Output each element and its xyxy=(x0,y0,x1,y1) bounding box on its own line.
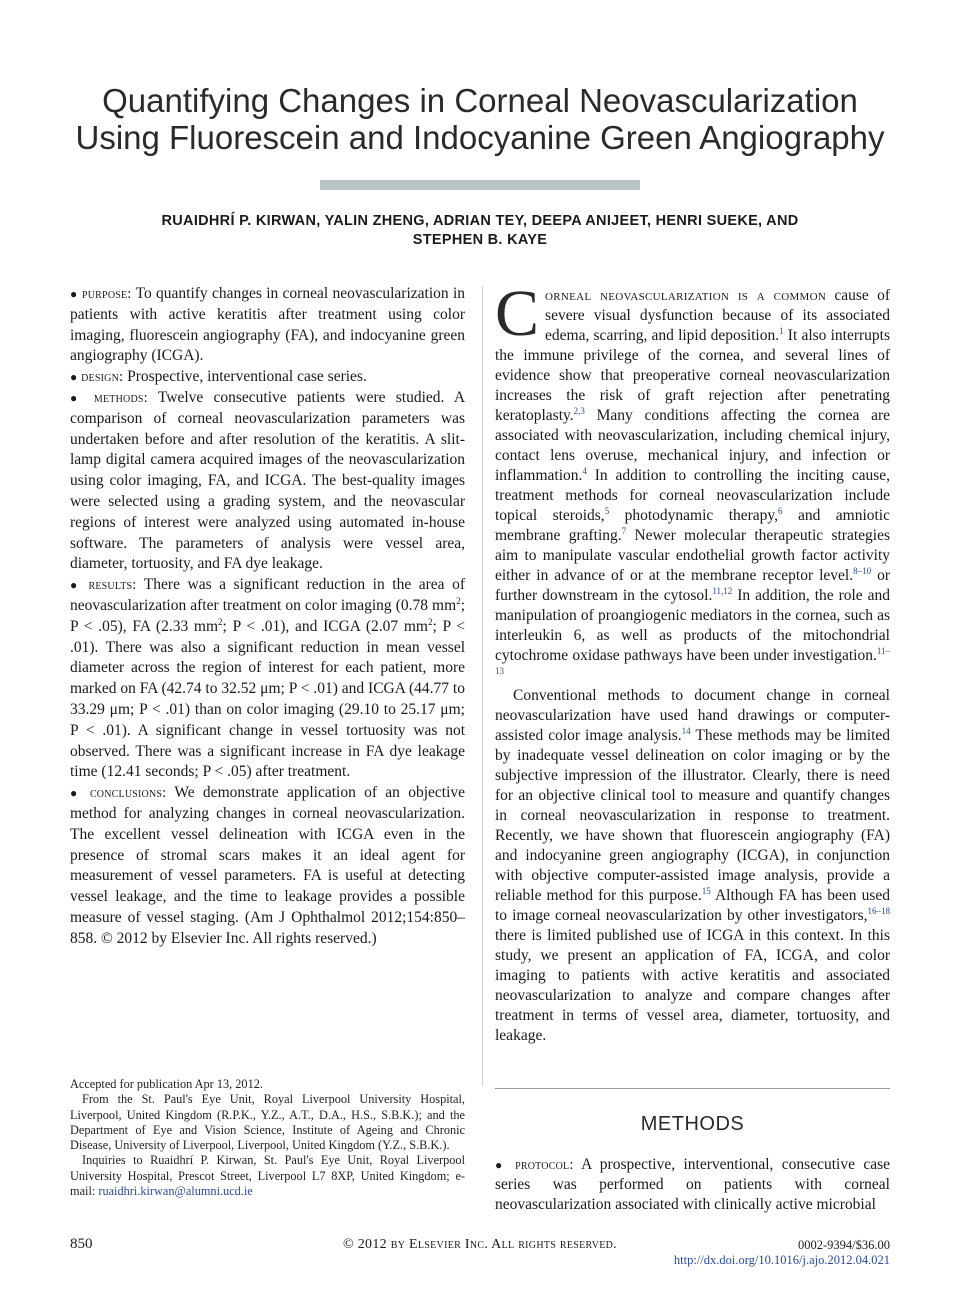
reference-link[interactable]: 6 xyxy=(778,505,783,516)
reference-link[interactable]: 14 xyxy=(681,725,691,736)
bullet-icon: ● xyxy=(70,786,82,801)
abstract-conclusions xyxy=(70,783,465,949)
reference-link[interactable]: 16–18 xyxy=(867,905,890,916)
intro-text: photodynamic therapy, xyxy=(609,507,779,524)
superscript: 2 xyxy=(427,616,433,627)
intro-text: and amniotic membrane grafting. xyxy=(495,507,890,544)
conclusions-text: We demonstrate application of an objective method for analyzing changes in corneal neovascularization. The excellent vessel delineation with ICGA even in the presence of stromal scars makes it an ideal agent for measurement of vessel parameters. FA is useful at detecting vessel leakage, and the time to leakage provides a possible measure of vessel staging. xyxy=(70,784,466,926)
abstract-citation: (Am J Ophthalmol 2012;154:850–858. © 2012 by Elsevier Inc. All rights reserved.) xyxy=(70,908,465,947)
intro-text: These methods may be limited by inadequate vessel delineation on color imaging or by the subjective impression of the illustrator. Clearly, there is need for an objective clinical tool to measure and quantify changes in corneal neovascularization in response to treatment. Recently, we have shown that fluorescein angiography (FA) and indocyanine green angiography (ICGA), in conjunction with objective computer-assisted image analysis, provide a reliable method for this purpose. xyxy=(495,727,891,904)
design-text: Prospective, interventional case series. xyxy=(127,368,367,386)
drop-cap: C xyxy=(495,277,540,350)
bullet-icon: ● xyxy=(495,1158,507,1172)
page-number: 850 xyxy=(70,1236,93,1252)
correspondence-text: Inquiries to Ruaidhrí P. Kirwan, St. Paul's Eye Unit, Royal Liverpool University Hospital, Prescot Street, Liverpool L7 8XP, United Kingdom; e-mail: xyxy=(70,1153,465,1199)
section-divider xyxy=(495,1088,890,1089)
footer-issn: 0002-9394/$36.00 xyxy=(797,1238,890,1252)
methods-heading: methods: xyxy=(93,389,148,406)
article-title xyxy=(40,82,920,156)
superscript: 2 xyxy=(218,616,223,627)
superscript: 2 xyxy=(456,595,461,606)
abstract-results xyxy=(70,575,465,783)
footer-copyright: © 2012 by Elsevier Inc. All rights reserved. xyxy=(343,1237,617,1252)
intro-text: In addition, the role and manipulation of proangiogenic mediators in the cornea, such as interleukin 6, as well as products of the mitochondrial cytochrome oxidase pathways have been under investigation. xyxy=(495,587,891,664)
reference-link[interactable]: 8–10 xyxy=(853,565,872,576)
conclusions-heading: conclusions: xyxy=(89,785,167,802)
intro-text: In addition to controlling the inciting cause, treatment methods for corneal neovascularization include topical steroids, xyxy=(495,467,890,524)
affiliations: From the St. Paul's Eye Unit, Royal Liverpool University Hospital, Liverpool, United Kingdom (R.P.K., Y.Z., A.T., D.A., H.S., S.B.K.); and the Department of Eye and Vision Science, Institute of Ageing and Chronic Disease, University of Liverpool, Liverpool, United Kingdom (Y.Z., S.B.K.). xyxy=(70,1092,465,1153)
reference-link[interactable]: 11–13 xyxy=(495,645,890,676)
reference-link[interactable]: 15 xyxy=(701,885,711,896)
intro-paragraph-1 xyxy=(495,277,891,686)
title-line-2: Using Fluorescein and Indocyanine Green Angiography xyxy=(75,119,885,156)
abstract-design xyxy=(70,367,465,388)
intro-text: there is limited published use of ICGA in this context. In this study, we present an application of FA, ICGA, and color imaging to patients with active keratitis and associated neovascularization to analyze and compare changes after treatment in terms of vessel area, diameter, tortuosity, and leakage. xyxy=(495,927,890,1044)
reference-link[interactable]: 4 xyxy=(582,465,587,476)
author-line-2: STEPHEN B. KAYE xyxy=(412,232,548,248)
email-link[interactable]: ruaidhri.kirwan@alumni.ucd.ie xyxy=(98,1184,253,1199)
abstract-purpose xyxy=(70,284,465,367)
results-text-3: ; P < .01), and ICGA (2.07 mm xyxy=(222,617,428,635)
results-heading: results: xyxy=(88,577,137,594)
accepted-date: Accepted for publication Apr 13, 2012. xyxy=(70,1077,263,1091)
intro-text: Many conditions affecting the cornea are associated with neovascularization, including chemical injury, contact lens overuse, mechanical injury, and infection or inflammation. xyxy=(495,407,890,484)
bullet-icon: ● xyxy=(70,287,78,301)
intro-text: Conventional methods to document change in corneal neovascularization have used hand drawings or computer-assisted color image analysis. xyxy=(495,687,890,744)
lead-in: orneal neovascularization is a common xyxy=(545,287,827,304)
bullet-icon: ● xyxy=(70,390,84,405)
intro-text: Although FA has been used to image corneal neovascularization by other investigators, xyxy=(495,887,890,924)
reference-link[interactable]: 5 xyxy=(604,505,610,516)
doi-link[interactable]: http://dx.doi.org/10.1016/j.ajo.2012.04.021 xyxy=(673,1253,890,1267)
protocol-text: A prospective, interventional, consecutive case series was performed on patients with corneal neovascularization associated with clinically active microbial xyxy=(495,1156,891,1213)
reference-link[interactable]: 11,12 xyxy=(712,585,733,596)
abstract xyxy=(70,284,465,950)
title-divider-bar xyxy=(320,180,640,190)
methods-section-heading: METHODS xyxy=(640,1113,745,1135)
intro-text: Newer molecular therapeutic strategies aim to manipulate vascular endothelial growth factor activity either in advance of or at the membrane receptor level. xyxy=(495,527,890,584)
abstract-methods xyxy=(70,388,465,575)
bullet-icon: ● xyxy=(70,578,81,593)
footnotes xyxy=(70,1077,465,1199)
results-text-2: ; P < .05), FA (2.33 mm xyxy=(70,596,465,635)
introduction xyxy=(495,277,891,1046)
purpose-heading: purpose: xyxy=(82,286,132,302)
reference-link[interactable]: 7 xyxy=(621,525,627,536)
results-text-4: ; P < .01). There was also a significant reduction in mean vessel diameter across the region of interest for each patient, more marked on FA (42.74 to 32.52 μm; P < .01) and ICGA (44.77 to 33.29 μm; P < .01) than on color imaging (29.10 to 25.17 μm; P < .01). A significant change in vessel tortuosity was not observed. There was a significant increase in FA dye leakage time (12.41 seconds; P < .05) after treatment. xyxy=(70,617,465,781)
reference-link[interactable]: 2,3 xyxy=(573,405,585,416)
protocol-heading: protocol: xyxy=(515,1157,574,1173)
author-list xyxy=(60,212,900,250)
author-line-1: RUAIDHRÍ P. KIRWAN, YALIN ZHENG, ADRIAN TEY, DEEPA ANIJEET, HENRI SUEKE, AND xyxy=(161,213,799,229)
methods-protocol xyxy=(495,1155,890,1215)
intro-paragraph-2 xyxy=(495,686,890,1046)
intro-text: cause of severe visual dysfunction because of its associated edema, scarring, and lipid deposition. xyxy=(545,287,890,344)
purpose-text: To quantify changes in corneal neovascularization in patients with active keratitis after treatment using color imaging, fluorescein angiography (FA), and indocyanine green angiography (ICGA). xyxy=(70,285,466,365)
reference-link[interactable]: 1 xyxy=(779,325,784,336)
intro-text: It also interrupts the immune privilege of the cornea, and several lines of evidence show that preoperative corneal neovascularization increases the risk of graft rejection after penetrating keratoplasty. xyxy=(495,327,891,424)
design-heading: design: xyxy=(81,369,124,386)
methods-text: Twelve consecutive patients were studied. A comparison of corneal neovascularization parameters was undertaken before and after resolution of the keratitis. A slit-lamp digital camera acquired images of the neovascularization using color imaging, FA, and ICGA. The best-quality images were selected using a grading system, and the neovascular regions of interest were analyzed using automated in-house software. The parameters of analysis were vessel area, diameter, tortuosity, and FA dye leakage. xyxy=(70,388,466,573)
correspondence xyxy=(70,1153,465,1199)
column-divider xyxy=(482,286,483,1086)
bullet-icon: ● xyxy=(70,370,78,385)
title-line-1: Quantifying Changes in Corneal Neovascularization xyxy=(102,82,858,119)
results-text-1: There was a significant reduction in the area of neovascularization after treatment on color imaging (0.78 mm xyxy=(70,576,466,614)
intro-text: or further downstream in the cytosol. xyxy=(495,567,890,604)
